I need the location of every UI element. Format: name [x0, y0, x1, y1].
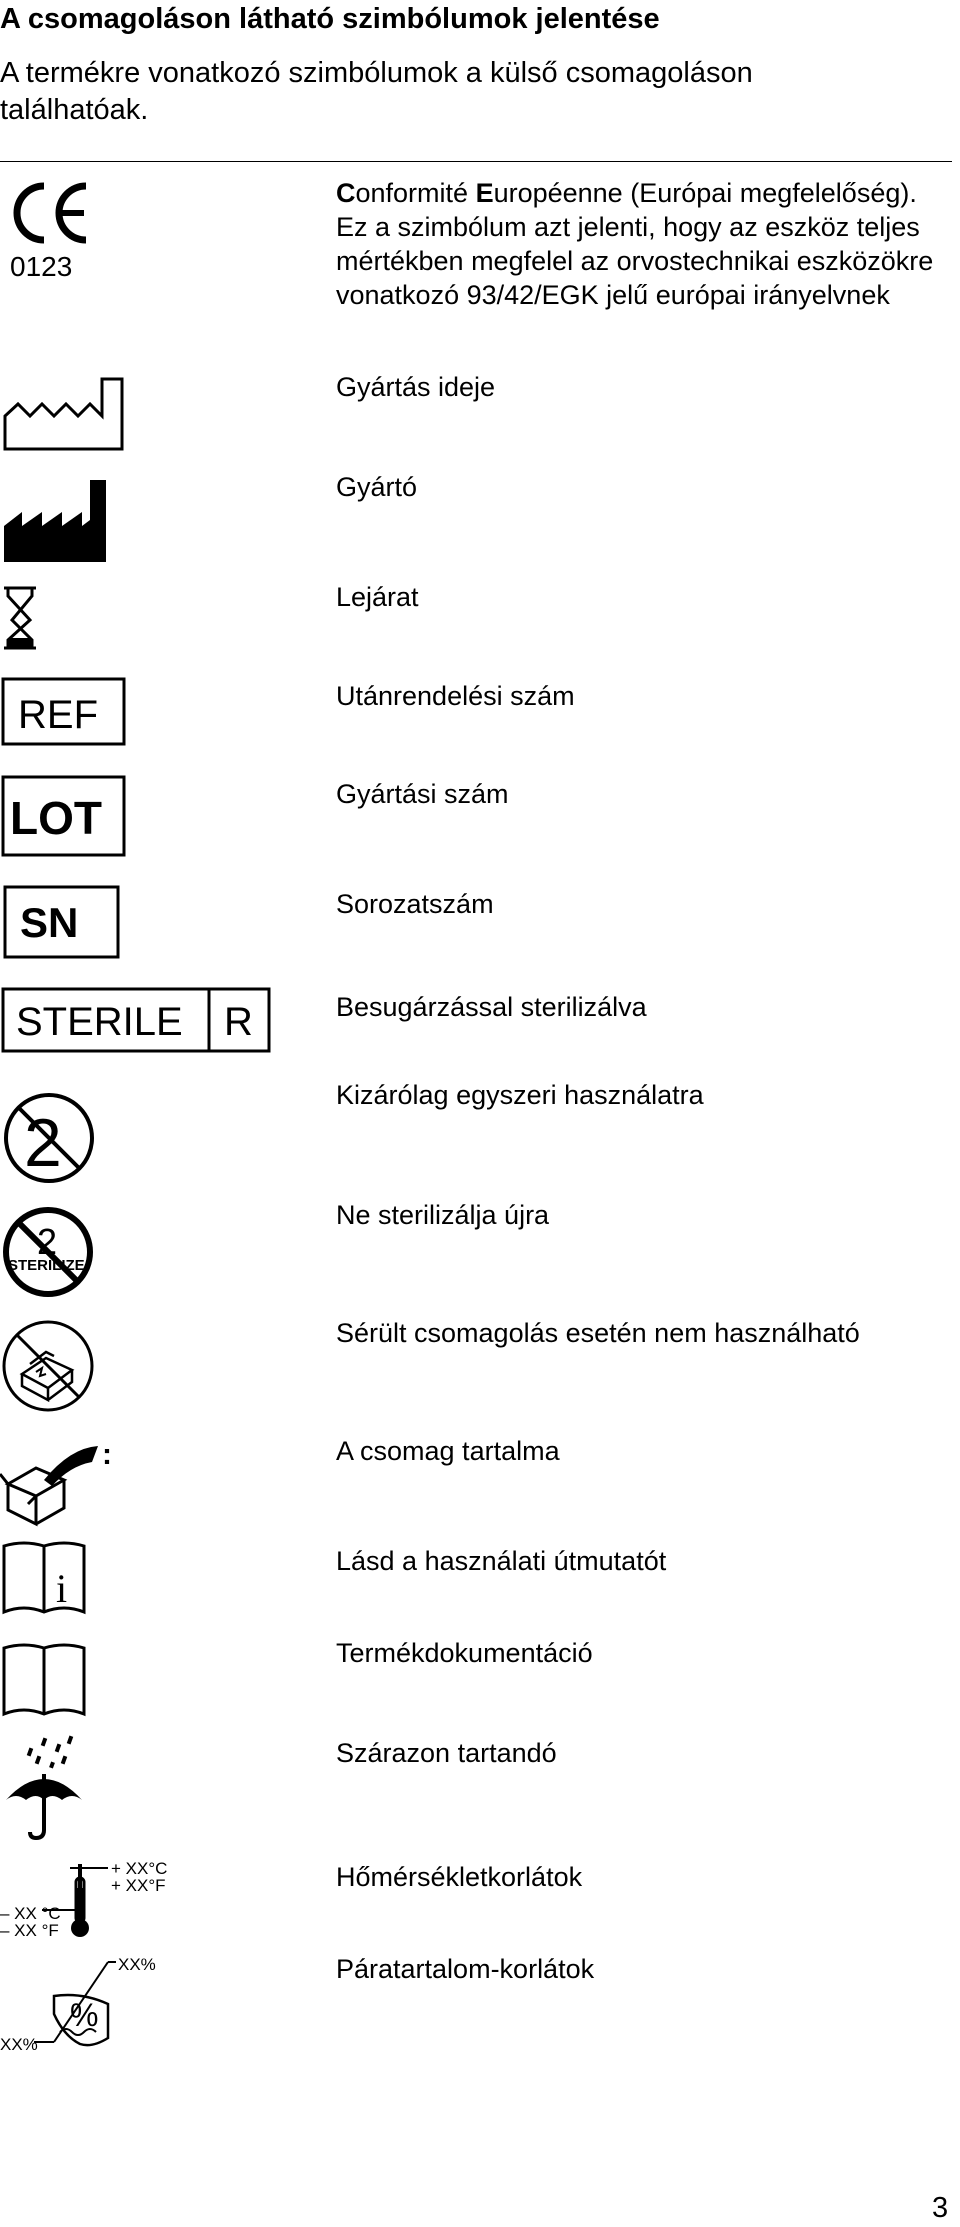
svg-text:STERILIZE: STERILIZE	[8, 1257, 85, 1274]
sn-description: Sorozatszám	[336, 889, 494, 919]
no-resterilize-description: Ne sterilizálja újra	[336, 1200, 550, 1230]
lot-box-icon	[0, 774, 130, 858]
open-book-icon	[0, 1642, 100, 1722]
svg-text:LOT: LOT	[10, 792, 102, 844]
thermometer-icon	[0, 1860, 180, 1940]
svg-text:XX%: XX%	[118, 1955, 156, 1974]
do-not-resterilize-icon	[0, 1204, 100, 1304]
sterile-description: Besugárzással sterilizálva	[336, 992, 647, 1022]
contents-description: A csomag tartalma	[336, 1436, 560, 1466]
svg-text:%: %	[70, 1997, 99, 2033]
svg-text:2: 2	[37, 1221, 58, 1262]
dry-description: Szárazon tartandó	[336, 1738, 557, 1768]
ce-mark-icon	[0, 176, 100, 281]
svg-text:STERILE: STERILE	[16, 1000, 183, 1044]
damaged-package-icon	[0, 1318, 100, 1418]
manufacture-date-description: Gyártás ideje	[336, 372, 496, 402]
svg-text::: :	[102, 1438, 112, 1471]
lot-description: Gyártási szám	[336, 779, 509, 809]
svg-text:R: R	[224, 1000, 253, 1044]
svg-text:REF: REF	[18, 693, 98, 737]
temperature-description: Hőmérsékletkorlátok	[336, 1862, 583, 1892]
umbrella-icon	[0, 1734, 100, 1844]
ce-description: Conformité Européenne (Európai megfelelőség). Ez a szimbólum azt jelenti, hogy az eszköz teljes mértékben megfelel az orvostechnikai eszközökre vonatkozó 93/42/EGK jelű európai irányelvnek	[336, 178, 934, 310]
ref-box-icon	[0, 676, 130, 748]
humidity-icon	[0, 1952, 180, 2052]
page-title: A csomagoláson látható szimbólumok jelentése	[0, 3, 660, 35]
package-contents-icon	[0, 1440, 130, 1526]
intro-text: A termékre vonatkozó szimbólumok a külső csomagoláson találhatóak.	[0, 57, 753, 126]
notified-body-number: 0123	[10, 251, 73, 282]
svg-text:+ XX°F: + XX°F	[111, 1876, 166, 1895]
damaged-description: Sérült csomagolás esetén nem használható	[336, 1318, 860, 1348]
expiry-description: Lejárat	[336, 582, 419, 612]
single-use-description: Kizárólag egyszeri használatra	[336, 1080, 704, 1110]
consult-instructions-icon	[0, 1540, 100, 1618]
svg-text:i: i	[56, 1566, 68, 1611]
hourglass-icon	[0, 584, 50, 654]
humidity-description: Páratartalom-korlátok	[336, 1954, 595, 1984]
date-of-manufacture-icon	[0, 374, 130, 454]
docs-description: Termékdokumentáció	[336, 1638, 593, 1668]
manufacturer-description: Gyártó	[336, 472, 418, 502]
sn-box-icon	[0, 884, 130, 960]
svg-text:2: 2	[24, 1105, 62, 1181]
ref-description: Utánrendelési szám	[336, 681, 575, 711]
svg-text:– XX °F: – XX °F	[0, 1921, 59, 1940]
sterile-r-icon	[0, 986, 275, 1056]
divider	[0, 161, 952, 162]
ifu-description: Lásd a használati útmutatót	[336, 1546, 667, 1576]
svg-text:SN: SN	[20, 899, 79, 946]
svg-text:XX%: XX%	[0, 2035, 38, 2054]
page-number: 3	[932, 2192, 949, 2224]
manufacturer-icon	[0, 474, 130, 564]
svg-text:+ XX°C: + XX°C	[111, 1859, 168, 1878]
do-not-reuse-icon	[0, 1090, 100, 1190]
svg-text:– XX °C: – XX °C	[0, 1904, 61, 1923]
